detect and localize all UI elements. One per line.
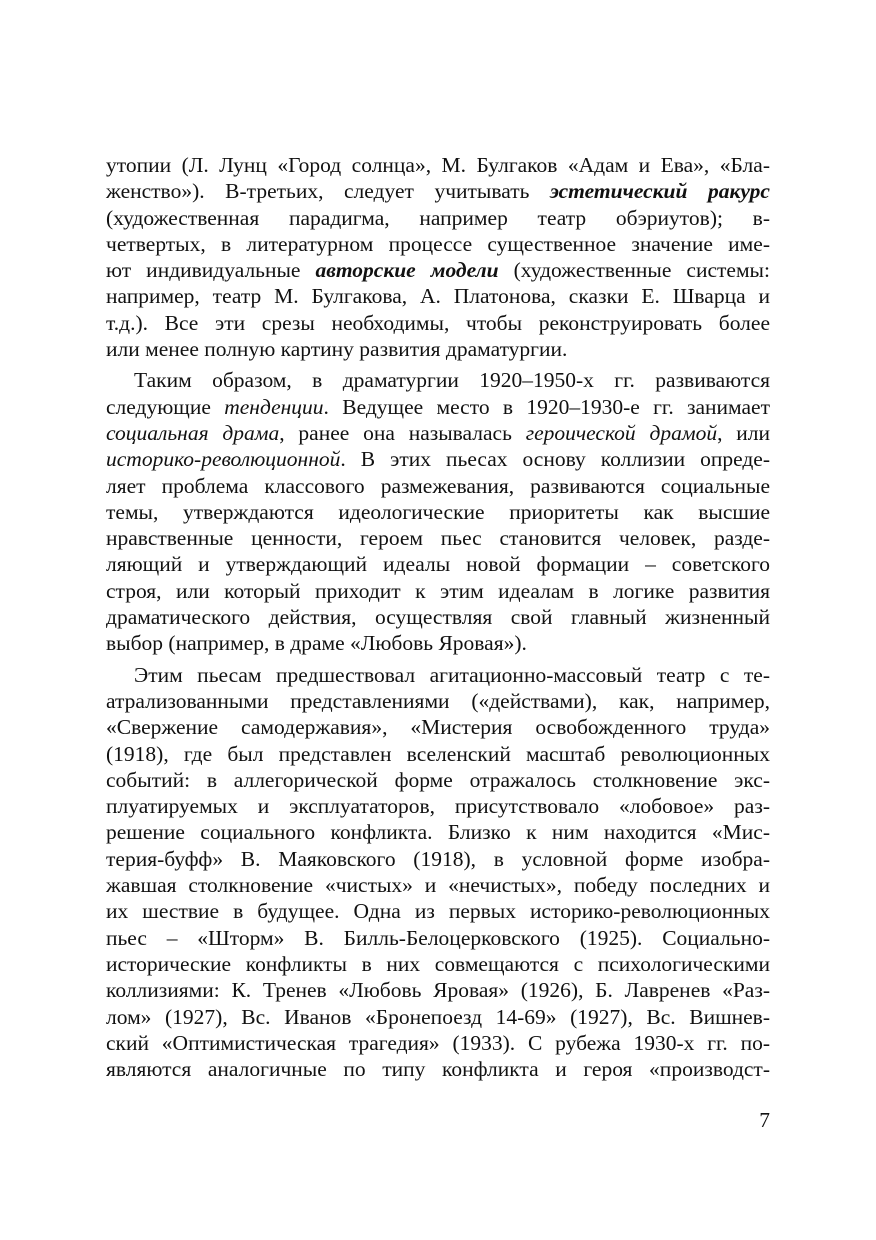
text-line: лом» (1927), Вс. Иванов «Бронепоезд 14-69» (1927), Вс. Вишнев- [106,1004,770,1029]
text-line: пьес – «Шторм» В. Билль-Белоцерковского (1925). Социально- [106,925,770,950]
text-line: следующие тенденции. Ведущее место в 1920–1930-е гг. занимает [106,394,770,419]
text-line: женство»). В-третьих, следует учитывать эстетический ракурс [106,179,770,204]
text-line: ский «Оптимистическая трагедия» (1933). С рубежа 1930-х гг. по- [106,1030,770,1055]
emphasis-social-drama: социальная драма [106,420,280,445]
text-line: являются аналогичные по типу конфликта и героя «производст- [106,1057,770,1082]
text-line: Этим пьесам предшествовал агитационно-массовый театр с те- [134,662,770,687]
paragraph-2 [106,367,770,656]
text-line: событий: в аллегорической форме отражалось столкновение экс- [106,767,770,792]
text-line: исторические конфликты в них совмещаются с психологическими [106,951,770,976]
text-line: социальная драма, ранее она называлась героической драмой, или [106,420,770,445]
text-line: драматического действия, осуществляя свой главный жизненный [106,605,770,630]
emphasis-aesthetic-perspective: эстетический ракурс [550,179,770,204]
text-line: «Свержение самодержавия», «Мистерия освобожденного труда» [106,715,770,740]
text-line: т.д.). Все эти срезы необходимы, чтобы реконструировать более [106,310,770,335]
text-line: историко-революционной. В этих пьесах основу коллизии опреде- [106,447,770,472]
emphasis-historical-revolutionary: историко-революционной [106,447,341,472]
text-line: терия-буфф» В. Маяковского (1918), в условной форме изобра- [106,846,770,871]
text-line: решение социального конфликта. Близко к ним находится «Мис- [106,820,770,845]
text-line: ют индивидуальные авторские модели (художественные системы: [106,258,770,283]
emphasis-author-models: авторские модели [315,258,499,283]
text-line: ляет проблема классового размежевания, развиваются социальные [106,473,770,498]
text-line: выбор (например, в драме «Любовь Яровая»). [106,631,527,656]
text-line: жавшая столкновение «чистых» и «нечистых», победу последних и [106,873,770,898]
text-line: (1918), где был представлен вселенский масштаб революционных [106,741,770,766]
text-line: темы, утверждаются идеологические приоритеты как высшие [106,499,770,524]
text-line: их шествие в будущее. Одна из первых историко-революционных [106,899,770,924]
text-line: коллизиями: К. Тренев «Любовь Яровая» (1926), Б. Лавренев «Раз- [106,978,770,1003]
text-line: атрализованными представлениями («действами), как, например, [106,688,770,713]
text-line: например, театр М. Булгакова, А. Платонова, сказки Е. Шварца и [106,284,770,309]
body-text [106,152,770,1082]
text-line: или менее полную картину развития драматургии. [106,337,568,362]
emphasis-tendencies: тенденции [224,394,324,419]
page-number: 7 [759,1108,770,1132]
text-line: ляющий и утверждающий идеалы новой формации – советского [106,552,770,577]
paragraph-1 [106,152,770,362]
text-line: четвертых, в литературном процессе существенное значение име- [106,231,770,256]
text-line: (художественная парадигма, например театр обэриутов); в- [106,205,770,230]
text-line: строя, или который приходит к этим идеалам в логике развития [106,578,770,603]
text-line: утопии (Л. Лунц «Город солнца», М. Булгаков «Адам и Ева», «Бла- [106,153,770,177]
text-line: нравственные ценности, героем пьес становится человек, разде- [106,526,770,551]
paragraph-3 [106,662,770,1083]
text-line: Таким образом, в драматургии 1920–1950-х гг. развиваются [134,368,770,393]
text-line: плуатируемых и эксплуататоров, присутствовало «лобовое» раз- [106,794,770,819]
emphasis-heroic-drama: героической драмой [525,420,718,445]
